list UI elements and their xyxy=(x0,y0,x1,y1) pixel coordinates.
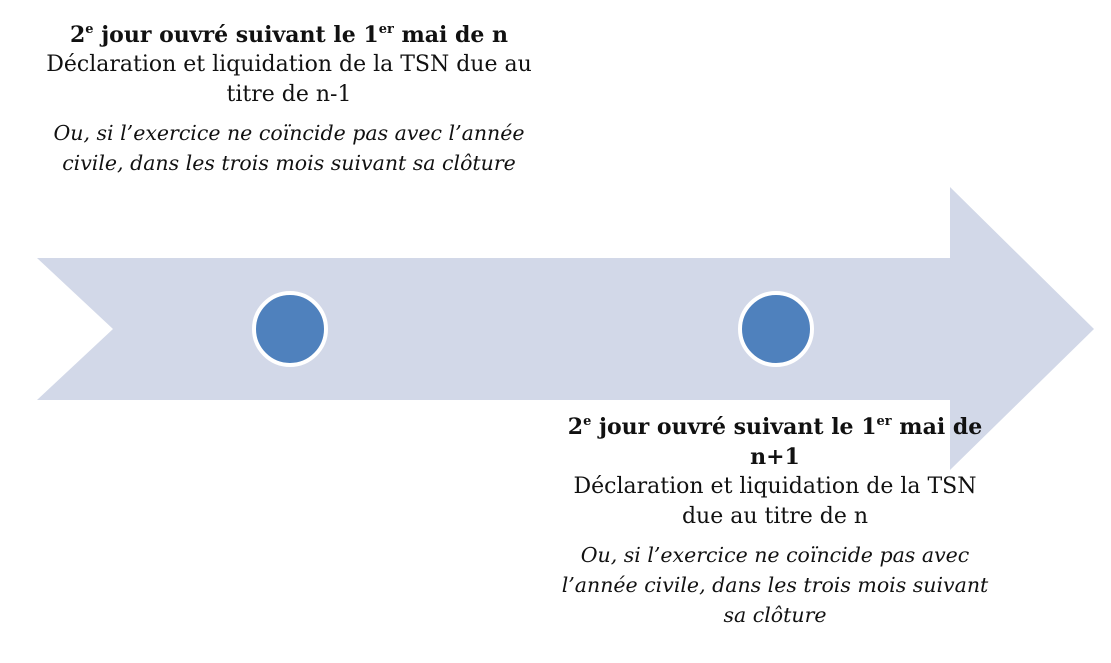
milestone-2-note: Ou, si l’exercice ne coïncide pas avec l’année civile, dans les trois mois suivant sa clôture xyxy=(561,543,989,627)
milestone-2-description: Déclaration et liquidation de la TSN due au titre de n xyxy=(573,474,977,529)
milestone-1-title-prefix-sup: e xyxy=(85,22,94,37)
milestone-1-label xyxy=(44,20,534,178)
milestone-2-title-mid-sup: er xyxy=(876,414,892,429)
milestone-2-title xyxy=(560,412,990,472)
milestone-2-title-prefix-sup: e xyxy=(583,414,592,429)
milestone-1-description: Déclaration et liquidation de la TSN due au titre de n-1 xyxy=(46,52,532,107)
milestone-1-title xyxy=(44,20,534,50)
milestone-1-title-suffix: mai de n xyxy=(393,22,509,48)
timeline-marker-2 xyxy=(740,293,812,365)
milestone-2-title-prefix: 2 xyxy=(567,414,584,440)
milestone-2-title-suffix: mai de n+1 xyxy=(750,414,983,470)
milestone-1-title-mid: jour ouvré suivant le 1 xyxy=(93,22,379,48)
milestone-2-title-mid: jour ouvré suivant le 1 xyxy=(591,414,877,440)
milestone-1-title-mid-sup: er xyxy=(378,22,394,37)
timeline-marker-1 xyxy=(254,293,326,365)
milestone-1-title-prefix: 2 xyxy=(69,22,86,48)
milestone-2-label xyxy=(560,412,990,630)
milestone-1-note: Ou, si l’exercice ne coïncide pas avec l’année civile, dans les trois mois suivant sa clôture xyxy=(53,121,525,175)
